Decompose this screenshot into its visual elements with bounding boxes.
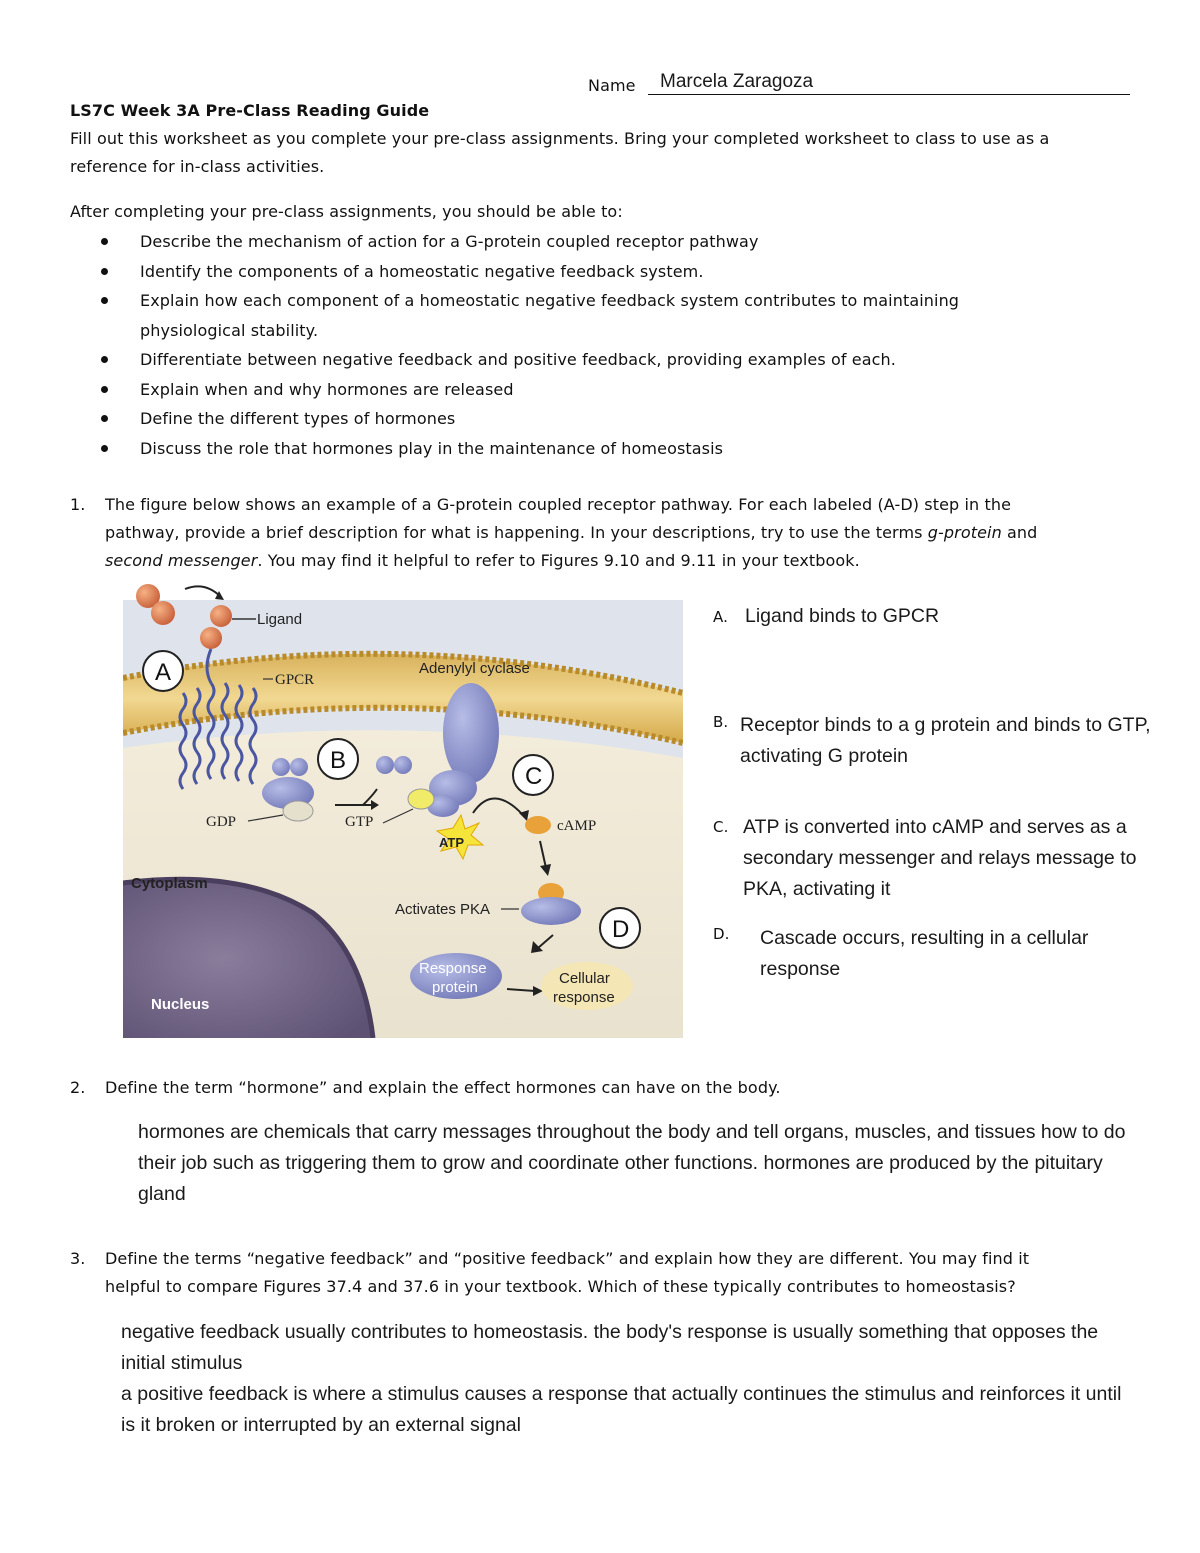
figure-label-cellular-2: response <box>553 989 615 1006</box>
gpcr-pathway-figure <box>123 583 683 1038</box>
objective-item: Differentiate between negative feedback and positive feedback, providing examples of each. <box>70 345 1150 375</box>
q3-question-line-1: Define the terms “negative feedback” and “positive feedback” and explain how they are different. You may find it <box>105 1249 1030 1268</box>
objectives-list <box>70 227 1150 463</box>
objective-item: Discuss the role that hormones play in the maintenance of homeostasis <box>70 434 1150 464</box>
figure-label-camp: cAMP <box>557 818 597 834</box>
answer-c-label: C. <box>713 818 729 836</box>
answer-b-label: B. <box>713 713 729 731</box>
q2-answer-line-1[interactable]: hormones are chemicals that carry messages throughout the body and tell organs, muscles, and tissues how to do <box>138 1121 1126 1143</box>
answer-c-text-2[interactable]: secondary messenger and relays message to <box>743 847 1137 869</box>
marker-b: B <box>330 747 347 774</box>
q1-text-line-1: The figure below shows an example of a G-protein coupled receptor pathway. For each labeled (A-D) step in the <box>105 495 1012 514</box>
figure-label-gtp: GTP <box>345 814 374 830</box>
answer-b-text-1[interactable]: Receptor binds to a g protein and binds to GTP, <box>740 714 1151 736</box>
q2-answer-line-3[interactable]: gland <box>138 1183 186 1205</box>
objective-item: Explain how each component of a homeostatic negative feedback system contributes to maintaining <box>70 286 1150 316</box>
figure-label-adenylyl-cyclase: Adenylyl cyclase <box>419 660 530 677</box>
marker-a: A <box>155 659 172 686</box>
objective-item: Describe the mechanism of action for a G-protein coupled receptor pathway <box>70 227 1150 257</box>
q3-answer-line-4[interactable]: is it broken or interrupted by an external signal <box>121 1414 521 1436</box>
q3-answer-line-1[interactable]: negative feedback usually contributes to homeostasis. the body's response is usually something that opposes the <box>121 1321 1099 1343</box>
name-label: Name <box>588 76 636 95</box>
q1-number: 1. <box>70 495 86 514</box>
objective-item: Identify the components of a homeostatic negative feedback system. <box>70 257 1150 287</box>
answer-d-label: D. <box>713 925 730 943</box>
answer-d-text-2[interactable]: response <box>760 958 841 980</box>
objective-item: Explain when and why hormones are released <box>70 375 1150 405</box>
figure-label-cellular-1: Cellular <box>559 970 610 987</box>
worksheet-title: LS7C Week 3A Pre-Class Reading Guide <box>70 101 430 120</box>
q3-number: 3. <box>70 1249 86 1268</box>
figure-label-gpcr: GPCR <box>275 672 315 688</box>
intro-line-1: Fill out this worksheet as you complete your pre-class assignments. Bring your completed worksheet to class to use as a <box>70 129 1050 148</box>
objectives-lead: After completing your pre-class assignments, you should be able to: <box>70 202 623 221</box>
marker-d: D <box>612 916 630 943</box>
name-field[interactable] <box>648 70 1130 95</box>
figure-label-cytoplasm: Cytoplasm <box>131 875 208 892</box>
objective-item-continued: physiological stability. <box>140 320 319 340</box>
answer-b-text-2[interactable]: activating G protein <box>740 745 909 767</box>
answer-d-text-1[interactable]: Cascade occurs, resulting in a cellular <box>760 927 1089 949</box>
answer-a-label: A. <box>713 608 728 626</box>
figure-label-nucleus: Nucleus <box>151 996 210 1013</box>
answer-a-text[interactable]: Ligand binds to GPCR <box>745 605 940 627</box>
name-value: Marcela Zaragoza <box>660 71 814 92</box>
figure-label-ligand: Ligand <box>257 611 303 628</box>
q3-answer-line-2[interactable]: initial stimulus <box>121 1352 243 1374</box>
figure-label-response-protein-2: protein <box>432 979 478 996</box>
answer-c-text-3[interactable]: PKA, activating it <box>743 878 891 900</box>
q1-text-line-3: second messenger. You may find it helpful to refer to Figures 9.10 and 9.11 in your textbook. <box>105 551 860 570</box>
figure-label-gdp: GDP <box>206 814 237 830</box>
marker-c: C <box>525 763 543 790</box>
intro-line-2: reference for in-class activities. <box>70 157 325 176</box>
q2-answer-line-2[interactable]: their job such as triggering them to grow and coordinate other functions. hormones are produced by the pituitary <box>138 1152 1103 1174</box>
q3-answer-line-3[interactable]: a positive feedback is where a stimulus causes a response that actually continues the stimulus and reinforces it until <box>121 1383 1122 1405</box>
q2-question: Define the term “hormone” and explain the effect hormones can have on the body. <box>105 1078 781 1097</box>
figure-label-atp: ATP <box>439 835 465 850</box>
figure-label-activates-pka: Activates PKA <box>395 901 491 918</box>
q2-number: 2. <box>70 1078 86 1097</box>
q1-text-line-2: pathway, provide a brief description for what is happening. In your descriptions, try to use the terms g-protein and <box>105 523 1038 542</box>
objective-item: Define the different types of hormones <box>70 404 1150 434</box>
q3-question-line-2: helpful to compare Figures 37.4 and 37.6 in your textbook. Which of these typically contributes to homeostasis? <box>105 1277 1016 1296</box>
answer-c-text-1[interactable]: ATP is converted into cAMP and serves as a <box>743 816 1127 838</box>
figure-label-response-protein-1: Response <box>419 960 487 977</box>
